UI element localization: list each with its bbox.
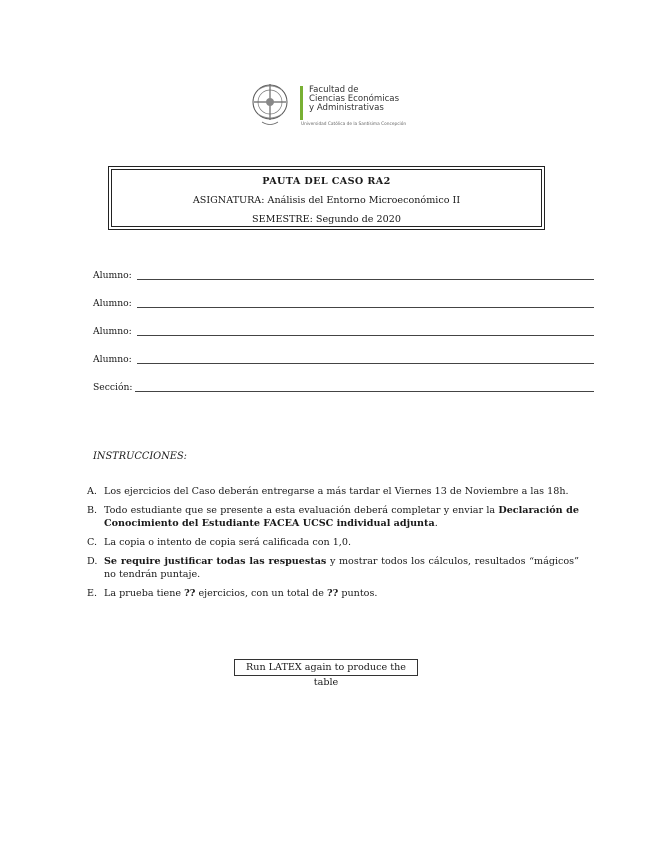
university-seal-icon (248, 78, 292, 128)
instructions-list (87, 486, 579, 607)
item-text-bold: ?? (184, 587, 196, 599)
field-label: Alumno: (93, 354, 132, 365)
logo-text (309, 86, 399, 114)
instruction-item (87, 556, 579, 581)
header-box (108, 166, 545, 230)
item-text-bold: Declaración de Conocimiento del Estudiante FACEA UCSC individual adjunta (104, 505, 579, 529)
field-label: Alumno: (93, 270, 132, 281)
semester-line: SEMESTRE: Segundo de 2020 (252, 214, 401, 225)
field-label: Alumno: (93, 326, 132, 337)
field-label: Sección: (93, 382, 133, 393)
header-inner (111, 169, 542, 227)
item-text: Todo estudiante que se presente a esta evaluación deberá completar y enviar la (104, 505, 499, 517)
item-text: . (434, 517, 438, 529)
logo-line: Facultad de (309, 85, 359, 95)
item-text: ejercicios, con un total de (195, 587, 328, 599)
instruction-item (87, 537, 579, 550)
field-line[interactable] (137, 363, 594, 364)
item-text-bold: Se require justificar todas las respuestas (104, 556, 327, 568)
faculty-logo (248, 78, 418, 130)
instruction-item (87, 486, 579, 499)
item-text: puntos. (338, 587, 378, 599)
field-label: Alumno: (93, 298, 132, 309)
field-line[interactable] (137, 279, 594, 280)
logo-tagline: Universidad Católica de la Santísima Concepción (301, 122, 407, 127)
student-field[interactable] (93, 295, 594, 309)
item-text: Los ejercicios del Caso deberán entregarse a más tardar el Viernes 13 de Noviembre a las 18h. (104, 486, 569, 497)
document-title: PAUTA DEL CASO RA2 (262, 176, 391, 187)
section-field[interactable] (93, 379, 594, 393)
item-letter: A. (87, 486, 97, 497)
item-letter: E. (87, 587, 98, 599)
logo-line: Ciencias Económicas (309, 94, 400, 105)
instruction-item (87, 505, 579, 530)
logo-line: y Administrativas (309, 103, 384, 114)
table-placeholder-note: Run LATEX again to produce the table (234, 659, 418, 676)
instructions-title: INSTRUCCIONES: (93, 451, 187, 462)
student-field[interactable] (93, 351, 594, 365)
item-text-bold: ?? (327, 587, 339, 599)
logo-accent-bar (300, 86, 303, 120)
item-text: y mostrar todos los cálculos, resultados “mágicos” no tendrán puntaje. (104, 556, 580, 580)
field-line[interactable] (137, 335, 594, 336)
item-text: La copia o intento de copia será calificada con 1,0. (104, 536, 352, 548)
student-field[interactable] (93, 267, 594, 281)
item-letter: D. (87, 556, 98, 568)
field-line[interactable] (137, 307, 594, 308)
instruction-item (87, 588, 579, 601)
field-line[interactable] (135, 391, 594, 392)
item-letter: B. (87, 505, 98, 517)
subject-line: ASIGNATURA: Análisis del Entorno Microeconómico II (192, 195, 461, 206)
student-field[interactable] (93, 323, 594, 337)
item-text: La prueba tiene (104, 587, 185, 599)
item-letter: C. (87, 536, 98, 548)
